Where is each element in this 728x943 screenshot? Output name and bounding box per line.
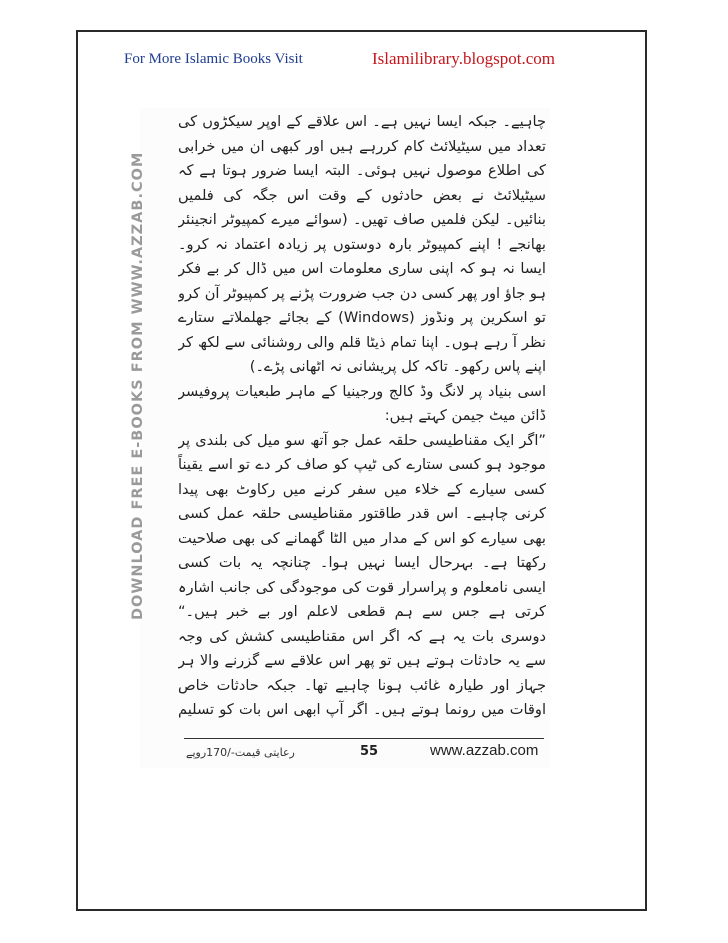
page-number: 55 xyxy=(360,744,379,759)
side-watermark: DOWNLOAD FREE E-BOOKS FROM WWW.AZZAB.COM xyxy=(130,151,146,620)
footer-website: www.azzab.com xyxy=(430,742,539,759)
body-paragraph: ”اگر ایک مقناطیسی حلقہ عمل جو آتھ سو میل کی بلندی پر موجود ہو کسی ستارے کی ٹیپ کو صاف کر دے تو اسے یقیناً کسی سیارے کے خلاء میں سفر کرنے میں رکاوٹ بھی پیدا کرنی چاہیے۔ اس قدر طاقتور مقناطیسی حلقہ عمل کسی بھی سیارے کو اس کے مدار میں الٹا گھمانے کی بھی صلاحیت رکھتا ہے۔ بہرحال ایسا نہیں ہوا۔ چنانچہ یہ بات کسی ایسی نامعلوم و پراسرار قوت کی موجودگی کی جانب اشارہ کرتی ہے جس سے ہم قطعی لاعلم اور بے خبر ہیں۔“ دوسری بات یہ ہے کہ اگر اس مقناطیسی کشش کی وجہ سے یہ حادثات ہوتے ہیں تو پھر اس علاقے سے گزرنے والا ہر جہاز اور طیارہ غائب ہونا چاہیے تھا۔ جبکہ حادثات خاص اوقات میں رونما ہوتے ہیں۔ اگر آپ ابھی اس بات کو تسلیم xyxy=(178,431,546,718)
header-blog-link[interactable]: Islamilibrary.blogspot.com xyxy=(372,49,556,68)
footer-price: رعایتی قیمت-/170روپے xyxy=(186,746,295,759)
header-promo-text: For More Islamic Books Visit xyxy=(124,51,303,67)
body-paragraph: چاہیے۔ جبکہ ایسا نہیں ہے۔ اس علاقے کے اوپر سیکڑوں کی تعداد میں سیٹیلائٹ کام کررہے ہیں اور کبھی ان میں خرابی کی اطلاع موصول نہیں ہوئی۔ البتہ ایسا ضرور ہوتا ہے کہ سیٹیلائٹ نے بعض حادثوں کے وقت اس جگہ کی فلمیں بنائیں۔ لیکن فلمیں صاف تھیں۔ (سوائے میرے کمپیوٹر انجینئر بھانجے ! اپنے کمپیوٹر بارہ دوستوں پر زیادہ اعتماد نہ کرو۔ ایسا نہ ہو کہ اپنی ساری معلومات اس میں ڈال کر بے فکر ہو جاؤ اور پھر کسی دن جب ضرورت پڑنے پر کمپیوٹر آن کرو تو اسکرین پر ونڈوز (Windows) کے بجائے جھلملاتے ستارے نظر آ رہے ہوں۔ اپنا تمام ذیٹا قلم والی روشنائی سے لکھ کر اپنے پاس رکھو۔ تاکہ کل پریشانی نہ اٹھانی پڑے۔) xyxy=(178,113,546,375)
page-body xyxy=(178,110,546,725)
footer-divider xyxy=(184,738,544,739)
body-paragraph: اسی بنیاد پر لانگ وڈ کالج ورجینیا کے ماہر طبعیات پروفیسر ڈائن میٹ جیمن کہتے ہیں: xyxy=(178,382,546,424)
